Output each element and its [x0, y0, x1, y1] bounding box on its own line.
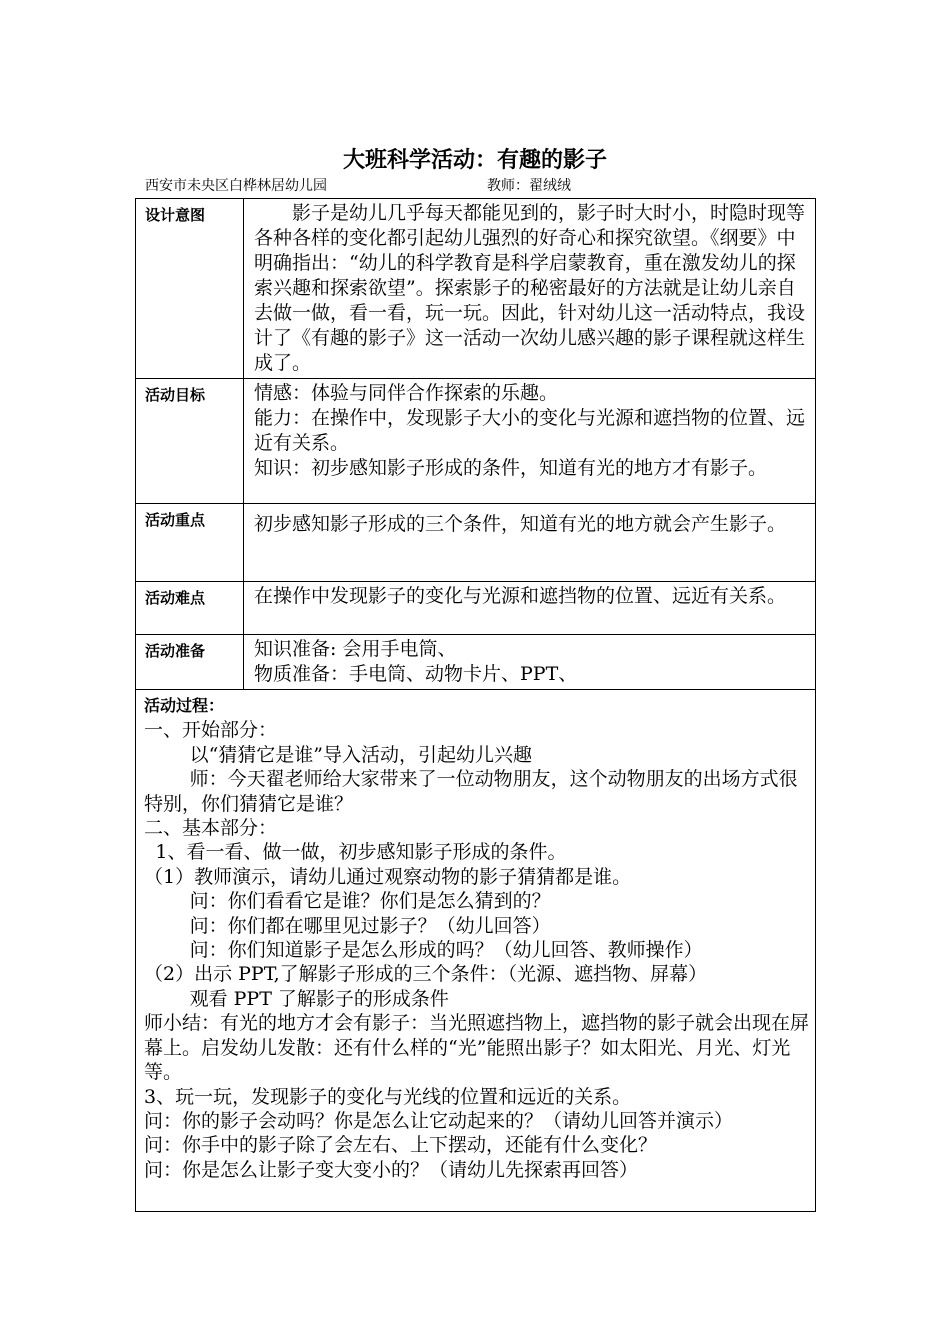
process-line: 问：你们知道影子是怎么形成的吗？（幼儿回答、教师操作） — [189, 939, 703, 962]
design-intent-text: 影子是幼儿几乎每天都能见到的，影子时大时小，时隐时现等各种各样的变化都引起幼儿强烈的好奇心和探究欲望。《纲要》中明确指出：“幼儿的科学教育是科学启蒙教育，重在激发幼儿的探索兴趣和探索欲望”。探索影子的秘密最好的方法就是让幼儿亲自去做一做，看一看，玩一玩。因此，针对幼儿这一活动特点，我设计了《有趣的影子》这一活动一次幼儿感兴趣的影子课程就这样生成了。 — [254, 202, 806, 374]
row-activity-goals — [136, 379, 816, 504]
cell-activity-goals — [244, 379, 816, 504]
goal-ability: 能力：在操作中，发现影子大小的变化与光源和遮挡物的位置、远近有关系。 — [254, 407, 806, 454]
process-line: 3、玩一玩，发现影子的变化与光线的位置和远近的关系。 — [144, 1085, 632, 1108]
cell-key-point — [244, 504, 816, 582]
row-difficulty — [136, 582, 816, 635]
prep-knowledge: 知识准备: 会用手电筒、 — [254, 638, 457, 660]
process-line: （2）出示 PPT,了解影子形成的三个条件：（光源、遮挡物、屏幕） — [144, 963, 708, 986]
row-design-intent — [136, 199, 816, 379]
lesson-plan-table — [135, 198, 816, 1212]
process-line: 观看 PPT 了解影子的形成条件 — [189, 987, 449, 1010]
process-line: 问：你手中的影子除了会左右、上下摆动，还能有什么变化？ — [144, 1134, 658, 1157]
process-line: 问：你们都在哪里见过影子？（幼儿回答） — [189, 914, 551, 937]
process-line: （1）教师演示，请幼儿通过观察动物的影子猜猜都是谁。 — [144, 865, 632, 888]
process-line: 以“猜猜它是谁”导入活动，引起幼儿兴趣 — [189, 743, 533, 766]
process-heading: 活动过程： — [144, 696, 225, 715]
label-activity-goals: 活动目标 — [136, 379, 244, 504]
process-line: 师小结：有光的地方才会有影子：当光照遮挡物上，遮挡物的影子就会出现在屏幕上。启发幼儿发散：还有什么样的“光”能照出影子？如太阳光、月光、灯光等。 — [144, 1012, 810, 1084]
process-line: 问：你们看看它是谁？你们是怎么猜到的？ — [189, 890, 551, 913]
document-title: 大班科学活动：有趣的影子 — [342, 148, 607, 173]
label-preparation: 活动准备 — [136, 635, 244, 690]
label-key-point: 活动重点 — [136, 504, 244, 582]
goal-emotion: 情感：体验与同伴合作探索的乐趣。 — [254, 382, 559, 404]
process-line: 师：今天翟老师给大家带来了一位动物朋友，这个动物朋友的出场方式很特别，你们猜猜它是谁？ — [144, 768, 798, 815]
label-difficulty: 活动难点 — [136, 582, 244, 635]
school-name: 西安市未央区白桦林居幼儿园 — [145, 178, 327, 194]
process-line: 二、基本部分： — [144, 817, 278, 840]
prep-materials: 物质准备：手电筒、动物卡片、PPT、 — [254, 663, 578, 685]
process-line: 问：你的影子会动吗？你是怎么让它动起来的？（请幼儿回答并演示） — [144, 1109, 734, 1132]
label-design-intent: 设计意图 — [136, 199, 244, 379]
row-preparation — [136, 635, 816, 690]
goal-knowledge: 知识：初步感知影子形成的条件，知道有光的地方才有影子。 — [254, 457, 768, 479]
key-point-text: 初步感知影子形成的三个条件，知道有光的地方就会产生影子。 — [254, 513, 787, 535]
row-process — [136, 690, 816, 1212]
process-line: 1、看一看、做一做，初步感知影子形成的条件。 — [155, 841, 567, 864]
process-line: 问：你是怎么让影子变大变小的？（请幼儿先探索再回答） — [144, 1158, 639, 1181]
cell-design-intent — [244, 199, 816, 379]
cell-process — [136, 690, 816, 1212]
process-line: 一、开始部分： — [144, 719, 278, 742]
cell-preparation — [244, 635, 816, 690]
row-key-point — [136, 504, 816, 582]
difficulty-text: 在操作中发现影子的变化与光源和遮挡物的位置、远近有关系。 — [254, 585, 787, 607]
cell-difficulty — [244, 582, 816, 635]
teacher-name: 教师：翟绒绒 — [487, 178, 571, 194]
